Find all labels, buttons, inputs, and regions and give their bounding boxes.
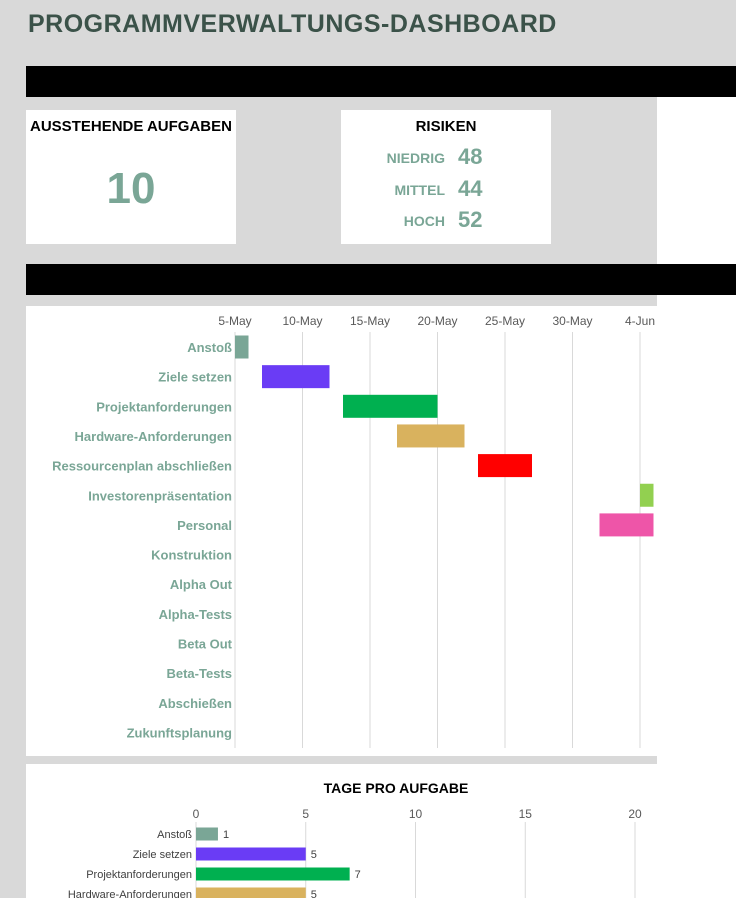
section-header-bar-2 — [26, 264, 736, 295]
x-tick-label: 5 — [302, 807, 310, 821]
task-label: Personal — [177, 517, 232, 533]
risk-row-medium — [341, 176, 551, 206]
task-label: Abschießen — [158, 695, 232, 711]
risks-label: RISIKEN — [415, 118, 477, 135]
gantt-bar — [235, 336, 249, 359]
bar — [196, 888, 306, 899]
gantt-bar — [640, 484, 654, 507]
risk-row-low — [341, 144, 551, 174]
gantt-bar — [262, 365, 330, 388]
gantt-bar — [397, 424, 465, 447]
x-tick-label: 20 — [628, 807, 642, 821]
task-label: Anstoß — [187, 340, 232, 355]
gantt-bar — [343, 395, 438, 418]
x-tick-label: 10-May — [282, 314, 323, 328]
data-label: 7 — [354, 869, 361, 881]
pending-tasks-panel — [26, 110, 236, 244]
sheet-right-area — [657, 97, 736, 898]
gantt-chart-panel — [26, 306, 657, 756]
x-tick-label: 5-May — [218, 314, 252, 328]
task-label: Konstruktion — [151, 547, 232, 563]
risk-high-label: HOCH — [403, 213, 445, 229]
data-label: 5 — [310, 889, 317, 898]
x-tick-label: 4-Jun — [624, 314, 656, 328]
x-tick-label: 30-May — [552, 314, 593, 328]
gantt-bar — [478, 454, 532, 477]
task-label: Alpha-Tests — [158, 606, 232, 622]
x-tick-label: 10 — [408, 807, 423, 821]
section-header-bar — [26, 66, 736, 97]
x-tick-label: 15 — [518, 807, 532, 821]
pending-tasks-label: AUSSTEHENDE AUFGABEN — [30, 118, 232, 135]
chart-title: TAGE PRO AUFGABE — [323, 780, 469, 796]
gantt-bar — [600, 513, 654, 536]
x-tick-label: 15-May — [349, 314, 391, 328]
days-per-task-chart — [26, 764, 657, 898]
bar — [196, 848, 306, 861]
category-label: Hardware-Anforderungen — [67, 889, 192, 898]
risk-low-value: 48 — [458, 144, 483, 169]
data-label: 1 — [222, 829, 230, 841]
risk-low-label: NIEDRIG — [386, 150, 445, 166]
task-label: Beta Out — [177, 636, 232, 652]
data-label: 5 — [310, 849, 317, 861]
task-label: Ressourcenplan abschließen — [52, 458, 232, 474]
risk-medium-value: 44 — [458, 176, 483, 201]
bar — [196, 828, 218, 841]
task-label: Zukunftsplanung — [126, 725, 232, 741]
days-per-task-panel — [26, 764, 657, 898]
risk-medium-label: MITTEL — [394, 182, 445, 198]
risks-panel — [341, 110, 551, 244]
bar — [196, 868, 350, 881]
task-label: Ziele setzen — [158, 369, 232, 385]
category-label: Ziele setzen — [132, 849, 192, 861]
task-label: Beta-Tests — [166, 666, 232, 682]
task-label: Alpha Out — [169, 577, 232, 593]
risk-row-high — [341, 207, 551, 237]
x-tick-label: 0 — [192, 807, 200, 821]
gantt-chart — [26, 306, 657, 756]
dashboard-title: PROGRAMMVERWALTUNGS-DASHBOARD — [28, 10, 557, 38]
x-tick-label: 20-May — [417, 314, 458, 328]
category-label: Projektanforderungen — [86, 869, 192, 881]
task-label: Projektanforderungen — [96, 399, 232, 415]
pending-tasks-value: 10 — [106, 164, 156, 213]
task-label: Investorenpräsentation — [88, 488, 232, 504]
category-label: Anstoß — [157, 829, 192, 841]
risk-high-value: 52 — [458, 207, 483, 232]
x-tick-label: 25-May — [484, 314, 526, 328]
task-label: Hardware-Anforderungen — [74, 428, 232, 444]
